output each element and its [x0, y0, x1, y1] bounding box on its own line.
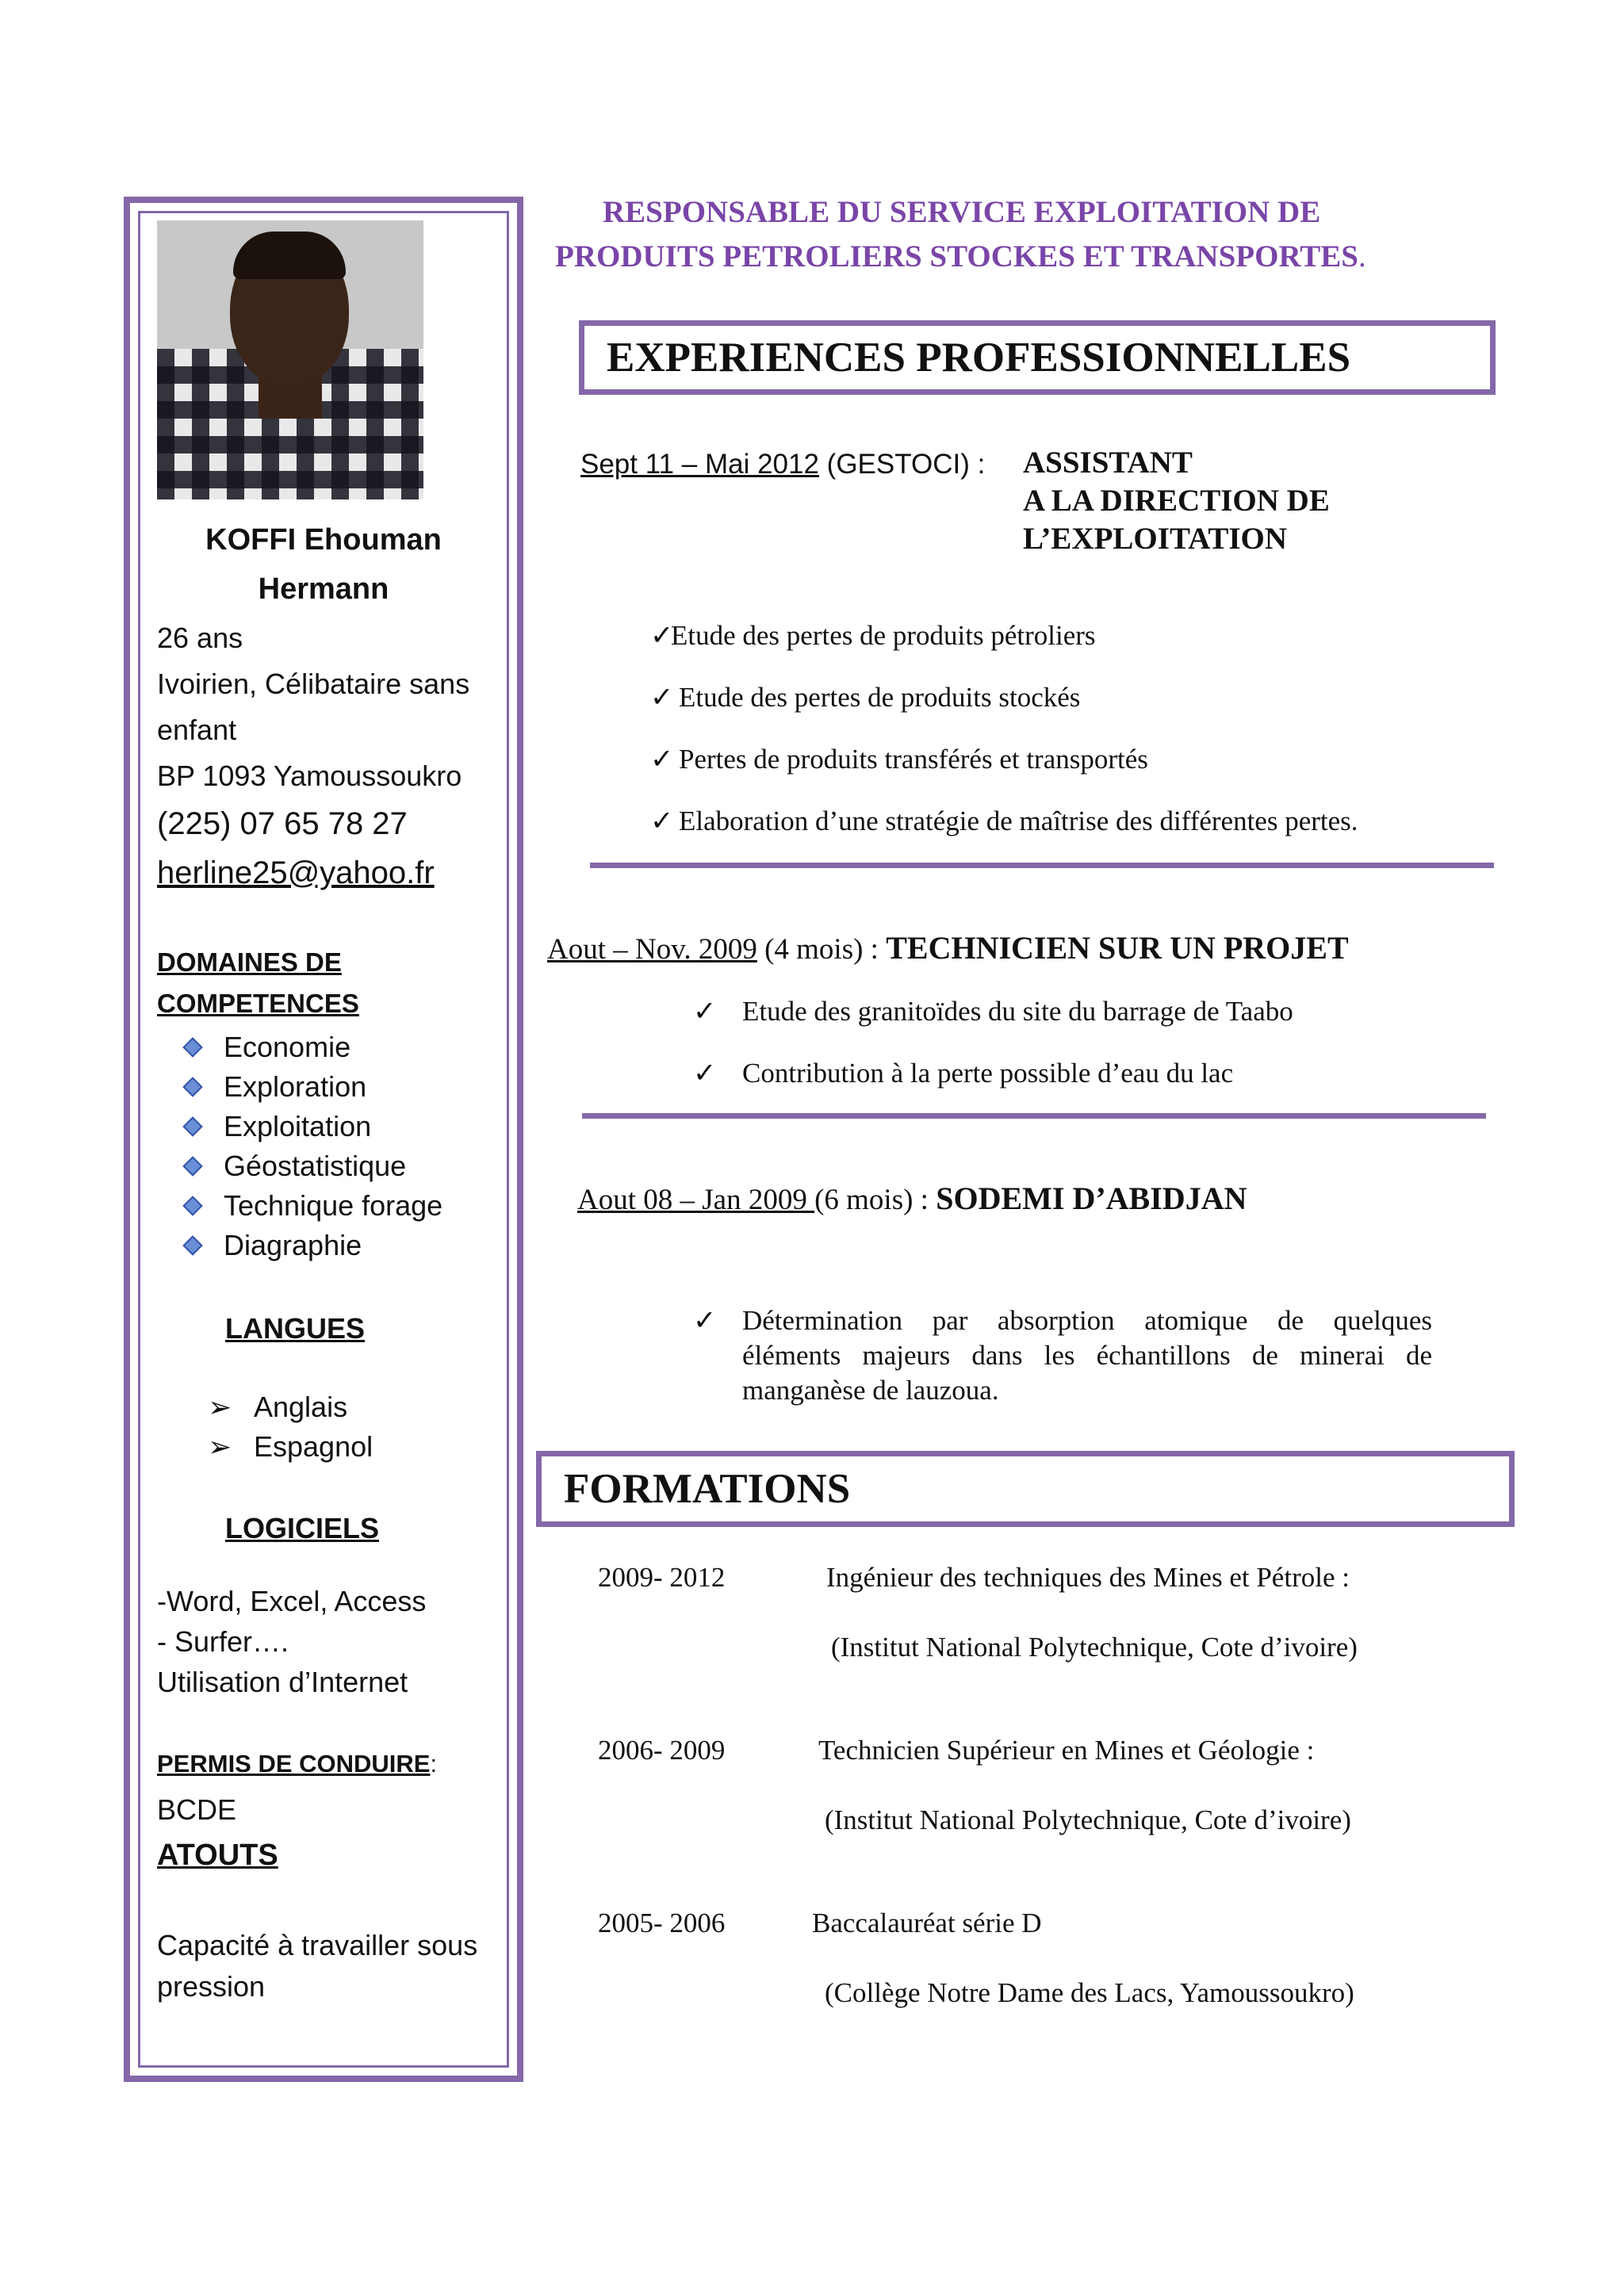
domains-heading-line-2: COMPETENCES — [157, 989, 359, 1018]
formation-3-years: 2005- 2006 — [598, 1908, 726, 1938]
photo-hair — [233, 232, 346, 279]
job-1-role-line: A LA DIRECTION DE — [1023, 484, 1330, 518]
domain-label: Technique forage — [224, 1189, 443, 1222]
list-item — [186, 1226, 442, 1265]
task-line: éléments majeurs dans les échantillons de minerai de — [742, 1340, 1432, 1371]
domain-label: Géostatistique — [224, 1150, 407, 1182]
languages-heading: LANGUES — [225, 1312, 366, 1345]
task-text: Etude des granitoïdes du site du barrage de Taabo — [742, 996, 1293, 1027]
diamond-bullet-icon — [182, 1116, 202, 1136]
list-item — [186, 1107, 442, 1146]
assets-heading: ATOUTS — [157, 1839, 278, 1872]
formation-3-degree: Baccalauréat série D — [812, 1908, 1042, 1938]
diamond-bullet-icon — [182, 1235, 202, 1255]
job-1-detail: (GESTOCI) : — [818, 449, 986, 480]
status-line-1: Ivoirien, Célibataire sans — [157, 668, 470, 700]
job-2-header — [547, 929, 1349, 969]
list-item — [650, 740, 1358, 779]
assets-text — [157, 1925, 477, 2007]
job-1-role-line: L’EXPLOITATION — [1023, 522, 1288, 556]
domain-label: Diagraphie — [224, 1229, 362, 1261]
headline-period: . — [1358, 239, 1366, 274]
software-heading: LOGICIELS — [225, 1512, 380, 1544]
domains-heading — [157, 942, 359, 1024]
domains-list — [186, 1027, 442, 1265]
domains-heading-line-1: DOMAINES DE — [157, 947, 342, 977]
task-line: Détermination par absorption atomique de quelques — [742, 1305, 1432, 1336]
task-text: Etude des pertes de produits stockés — [679, 682, 1081, 713]
phone: (225) 07 65 78 27 — [157, 806, 408, 841]
formations-title: FORMATIONS — [564, 1466, 851, 1512]
check-icon: ✓ — [650, 682, 674, 713]
check-icon: ✓ — [693, 1058, 717, 1089]
job-1-period: Sept 11 – Mai 2012 — [580, 449, 819, 480]
job-1-tasks — [650, 617, 1358, 840]
check-icon: ✓ — [693, 1305, 717, 1336]
list-item — [208, 1387, 373, 1427]
languages-list — [208, 1387, 373, 1467]
divider-2 — [582, 1113, 1486, 1119]
task-text: Contribution à la perte possible d’eau du lac — [742, 1058, 1234, 1089]
formation-1-years: 2009- 2012 — [598, 1562, 726, 1593]
age: 26 ans — [157, 622, 243, 654]
profile-photo — [157, 220, 423, 499]
job-3-header — [577, 1180, 1247, 1219]
headline-line-1: RESPONSABLE DU SERVICE EXPLOITATION DE — [603, 195, 1321, 229]
formation-2-school: (Institut National Polytechnique, Cote d’ivoire) — [825, 1804, 1351, 1835]
license-value: BCDE — [157, 1793, 237, 1826]
formation-2-years: 2006- 2009 — [598, 1735, 726, 1766]
job-2-tasks — [693, 993, 1293, 1093]
formations-title-box — [536, 1451, 1515, 1527]
list-item — [650, 802, 1358, 840]
formation-1-degree: Ingénieur des techniques des Mines et Pétrole : — [826, 1562, 1350, 1593]
job-1-header — [580, 446, 985, 484]
software-line: -Word, Excel, Access — [157, 1585, 427, 1617]
arrow-bullet-icon: ➢ — [208, 1391, 232, 1423]
experiences-title: EXPERIENCES PROFESSIONNELLES — [607, 335, 1351, 381]
language-label: Espagnol — [254, 1430, 373, 1463]
domain-label: Exploitation — [224, 1110, 372, 1142]
list-item — [208, 1427, 373, 1467]
job-2-period: Aout – Nov. 2009 — [547, 933, 757, 966]
domain-label: Exploration — [224, 1070, 367, 1103]
task-text: Etude des pertes de produits pétroliers — [671, 620, 1096, 651]
list-item — [693, 1054, 1293, 1093]
diamond-bullet-icon — [182, 1196, 202, 1215]
software-line: - Surfer…. — [157, 1625, 289, 1658]
job-1-role — [1023, 444, 1330, 558]
task-text: Elaboration d’une stratégie de maîtrise des différentes pertes. — [679, 806, 1358, 836]
formation-2-degree: Technicien Supérieur en Mines et Géologie : — [818, 1735, 1315, 1766]
assets-line-2: pression — [157, 1970, 266, 2003]
status-line-2: enfant — [157, 714, 237, 746]
name-line-1: KOFFI Ehouman — [205, 523, 442, 557]
list-item — [186, 1027, 442, 1067]
check-icon: ✓ — [650, 620, 674, 651]
arrow-bullet-icon: ➢ — [208, 1430, 232, 1463]
job-3-task — [693, 1303, 1432, 1408]
diamond-bullet-icon — [182, 1077, 202, 1096]
job-2-detail: (4 mois) : — [756, 933, 887, 966]
license-heading: PERMIS DE CONDUIRE — [157, 1750, 431, 1777]
job-2-role: TECHNICIEN SUR UN PROJET — [886, 930, 1349, 966]
job-3-detail: (6 mois) : — [814, 1184, 936, 1216]
formation-3-school: (Collège Notre Dame des Lacs, Yamoussoukro) — [825, 1977, 1354, 2008]
software-line: Utilisation d’Internet — [157, 1666, 408, 1698]
diamond-bullet-icon — [182, 1156, 202, 1176]
formation-1-school: (Institut National Polytechnique, Cote d’ivoire) — [831, 1632, 1358, 1663]
list-item — [650, 617, 1358, 655]
candidate-name — [157, 515, 490, 614]
check-icon: ✓ — [650, 744, 674, 775]
list-item — [186, 1146, 442, 1186]
language-label: Anglais — [254, 1391, 348, 1423]
name-line-2: Hermann — [258, 572, 389, 606]
job-headline — [555, 190, 1624, 279]
license-colon: : — [430, 1750, 438, 1777]
headline-line-2-row — [555, 235, 1624, 279]
software-list — [157, 1581, 426, 1702]
email-link[interactable]: herline25@yahoo.fr — [157, 855, 435, 890]
check-icon: ✓ — [693, 996, 717, 1027]
job-3-period: Aout 08 – Jan 2009 — [577, 1184, 815, 1216]
list-item — [650, 679, 1358, 717]
list-item — [693, 993, 1293, 1031]
divider-1 — [590, 863, 1494, 868]
domain-label: Economie — [224, 1031, 351, 1063]
experiences-title-box — [579, 320, 1496, 395]
headline-line-2: PRODUITS PETROLIERS STOCKES ET TRANSPORTES — [555, 239, 1358, 274]
job-3-role: SODEMI D’ABIDJAN — [936, 1181, 1247, 1216]
assets-line-1: Capacité à travailler sous — [157, 1929, 478, 1961]
diamond-bullet-icon — [182, 1037, 202, 1057]
task-text: Pertes de produits transférés et transportés — [679, 744, 1148, 775]
list-item — [186, 1186, 442, 1226]
check-icon: ✓ — [650, 806, 674, 836]
address: BP 1093 Yamoussoukro — [157, 760, 462, 792]
license-heading-row — [157, 1746, 437, 1782]
job-1-role-line: ASSISTANT — [1023, 446, 1193, 480]
list-item — [186, 1067, 442, 1107]
personal-info — [157, 615, 506, 897]
task-line: manganèse de lauzoua. — [742, 1375, 999, 1406]
